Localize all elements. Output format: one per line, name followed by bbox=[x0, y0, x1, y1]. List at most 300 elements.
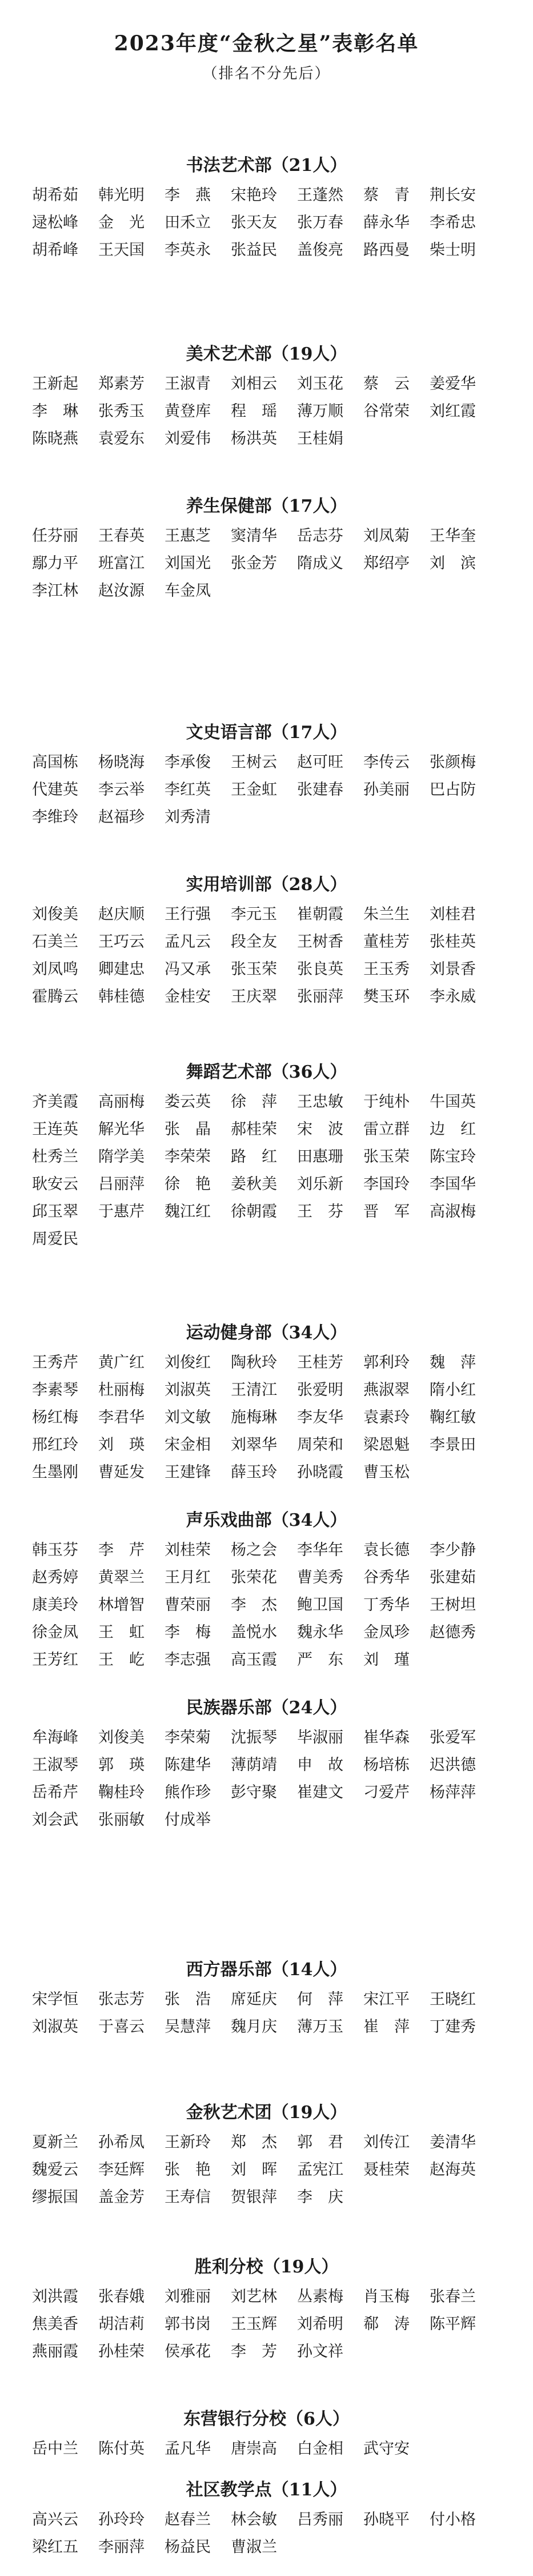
honoree-name: 张春娥 bbox=[98, 2288, 145, 2306]
section-title: 胜利分校（19人） bbox=[194, 2257, 339, 2277]
honoree-name: 杨洪英 bbox=[231, 430, 277, 448]
honoree-name: 袁素玲 bbox=[363, 1409, 410, 1426]
honoree-name: 陈建华 bbox=[165, 1756, 211, 1774]
section-12 bbox=[0, 2251, 533, 2366]
honoree-name: 姜爱华 bbox=[430, 375, 476, 393]
honoree-name: 盖俊亮 bbox=[297, 241, 343, 259]
honoree-name: 李志强 bbox=[165, 1651, 211, 1669]
honoree-name: 刘淑英 bbox=[32, 2018, 78, 2036]
honoree-name: 韩玉芬 bbox=[32, 1541, 78, 1559]
honoree-name: 曹延发 bbox=[98, 1464, 145, 1481]
honoree-name: 李华年 bbox=[297, 1541, 343, 1559]
name-list bbox=[0, 2129, 533, 2211]
honoree-name: 胡希峰 bbox=[32, 241, 78, 259]
honoree-name: 宋 波 bbox=[297, 1120, 343, 1138]
honoree-name: 缪振国 bbox=[32, 2188, 78, 2206]
honoree-name: 路 红 bbox=[231, 1148, 277, 1166]
honoree-name: 薄万顺 bbox=[297, 402, 343, 420]
honoree-name: 刘文敏 bbox=[165, 1409, 211, 1426]
honoree-name: 周爱民 bbox=[32, 1230, 78, 1248]
honoree-name: 王天国 bbox=[98, 241, 145, 259]
honoree-name: 崔建文 bbox=[297, 1784, 343, 1801]
honoree-name: 魏月庆 bbox=[231, 2018, 277, 2036]
name-row bbox=[32, 1807, 533, 1834]
name-row bbox=[32, 1377, 533, 1404]
honoree-name: 王 屹 bbox=[98, 1651, 145, 1669]
honoree-name: 王春英 bbox=[98, 527, 145, 545]
honoree-name: 徐 萍 bbox=[231, 1093, 277, 1111]
honoree-name: 姜清华 bbox=[430, 2134, 476, 2151]
honoree-name: 白金相 bbox=[297, 2440, 343, 2458]
honoree-name: 王忠敏 bbox=[297, 1093, 343, 1111]
honoree-name: 于纯朴 bbox=[363, 1093, 410, 1111]
honoree-name: 薛永华 bbox=[363, 214, 410, 232]
name-list bbox=[0, 1349, 533, 1486]
honoree-name: 王淑琴 bbox=[32, 1756, 78, 1774]
honoree-name: 魏 萍 bbox=[430, 1354, 476, 1371]
honoree-name: 刘国光 bbox=[165, 555, 211, 572]
name-list bbox=[0, 523, 533, 605]
honoree-name: 吴慧萍 bbox=[165, 2018, 211, 2036]
honoree-name: 刘桂荣 bbox=[165, 1541, 211, 1559]
section-14 bbox=[0, 2474, 533, 2561]
honoree-name: 宋金相 bbox=[165, 1436, 211, 1454]
honoree-name: 夏新兰 bbox=[32, 2134, 78, 2151]
honoree-name: 薄万玉 bbox=[297, 2018, 343, 2036]
name-row bbox=[32, 901, 533, 928]
honoree-name: 郭 瑛 bbox=[98, 1756, 145, 1774]
honoree-name: 李 芳 bbox=[231, 2343, 277, 2360]
honoree-name: 郝桂荣 bbox=[231, 1120, 277, 1138]
name-row bbox=[32, 1143, 533, 1171]
section-7 bbox=[0, 1317, 533, 1486]
honoree-name: 赵海英 bbox=[430, 2161, 476, 2179]
name-list bbox=[0, 2435, 533, 2463]
honoree-name: 曹玉松 bbox=[363, 1464, 410, 1481]
honoree-name: 程 瑶 bbox=[231, 402, 277, 420]
honoree-name: 陶秋玲 bbox=[231, 1354, 277, 1371]
honoree-name: 魏永华 bbox=[297, 1624, 343, 1641]
honoree-name: 杨萍萍 bbox=[430, 1784, 476, 1801]
name-list bbox=[0, 749, 533, 831]
honoree-name: 李丽萍 bbox=[98, 2538, 145, 2556]
honoree-name: 武守安 bbox=[363, 2440, 410, 2458]
honoree-name: 车金凤 bbox=[165, 582, 211, 600]
honoree-name: 岳希芹 bbox=[32, 1784, 78, 1801]
honoree-name: 赵庆顺 bbox=[98, 906, 145, 923]
honoree-name: 王寿信 bbox=[165, 2188, 211, 2206]
honoree-name: 张丽敏 bbox=[98, 1811, 145, 1829]
honoree-name: 迟洪德 bbox=[430, 1756, 476, 1774]
honoree-name: 丛素梅 bbox=[297, 2288, 343, 2306]
honoree-name: 聂桂荣 bbox=[363, 2161, 410, 2179]
honoree-name: 牛国英 bbox=[430, 1093, 476, 1111]
section-6 bbox=[0, 1056, 533, 1253]
honoree-name: 逯松峰 bbox=[32, 214, 78, 232]
section-title: 舞蹈艺术部（36人） bbox=[186, 1062, 347, 1082]
honoree-name: 宋学恒 bbox=[32, 1991, 78, 2008]
honoree-name: 刘会武 bbox=[32, 1811, 78, 1829]
name-row bbox=[32, 2311, 533, 2338]
honoree-name: 岳志芬 bbox=[297, 527, 343, 545]
honoree-name: 施梅琳 bbox=[231, 1409, 277, 1426]
honoree-name: 陈宝玲 bbox=[430, 1148, 476, 1166]
honoree-name: 刘 晖 bbox=[231, 2161, 277, 2179]
honoree-name: 王月红 bbox=[165, 1569, 211, 1586]
honoree-name: 李 琳 bbox=[32, 402, 78, 420]
honoree-name: 张 艳 bbox=[165, 2161, 211, 2179]
honoree-name: 田惠珊 bbox=[297, 1148, 343, 1166]
name-list bbox=[0, 2283, 533, 2366]
name-list bbox=[0, 182, 533, 264]
honoree-name: 黄登库 bbox=[165, 402, 211, 420]
honoree-name: 郭利玲 bbox=[363, 1354, 410, 1371]
honoree-name: 娄云英 bbox=[165, 1093, 211, 1111]
name-row bbox=[32, 2184, 533, 2211]
honoree-name: 张天友 bbox=[231, 214, 277, 232]
section-1 bbox=[0, 150, 533, 264]
name-list bbox=[0, 1088, 533, 1253]
honoree-name: 梁红五 bbox=[32, 2538, 78, 2556]
honoree-name: 高玉霞 bbox=[231, 1651, 277, 1669]
honoree-name: 张金芳 bbox=[231, 555, 277, 572]
honoree-name: 曹淑兰 bbox=[231, 2538, 277, 2556]
name-row bbox=[32, 1459, 533, 1486]
honoree-name: 申 故 bbox=[297, 1756, 343, 1774]
name-row bbox=[32, 1986, 533, 2013]
section-title: 声乐戏曲部（34人） bbox=[186, 1510, 347, 1530]
name-row bbox=[32, 370, 533, 398]
honoree-name: 张桂英 bbox=[430, 933, 476, 951]
honoree-name: 刘秀清 bbox=[165, 808, 211, 826]
honoree-name: 高国栋 bbox=[32, 753, 78, 771]
name-row bbox=[32, 1198, 533, 1226]
honoree-name: 梁恩魁 bbox=[363, 1436, 410, 1454]
honoree-name: 付小格 bbox=[430, 2511, 476, 2529]
section-title: 金秋艺术团（19人） bbox=[186, 2103, 347, 2123]
honoree-name: 丁秀华 bbox=[363, 1596, 410, 1614]
honoree-name: 晋 军 bbox=[363, 1203, 410, 1221]
honoree-name: 刘爱伟 bbox=[165, 430, 211, 448]
honoree-name: 李云举 bbox=[98, 781, 145, 799]
section-title: 社区教学点（11人） bbox=[186, 2480, 347, 2500]
honoree-name: 鞠红敏 bbox=[430, 1409, 476, 1426]
honoree-name: 边 红 bbox=[430, 1120, 476, 1138]
honoree-name: 刘景香 bbox=[430, 960, 476, 978]
honoree-name: 刘雅丽 bbox=[165, 2288, 211, 2306]
honoree-name: 韩光明 bbox=[98, 186, 145, 204]
honoree-name: 刘凤鸣 bbox=[32, 960, 78, 978]
honoree-name: 荆长安 bbox=[430, 186, 476, 204]
page-subtitle: （排名不分先后） bbox=[202, 65, 331, 82]
honoree-name: 林会敏 bbox=[231, 2511, 277, 2529]
honoree-name: 高淑梅 bbox=[430, 1203, 476, 1221]
honoree-name: 李 燕 bbox=[165, 186, 211, 204]
name-row bbox=[32, 2338, 533, 2366]
honoree-name: 董桂芳 bbox=[363, 933, 410, 951]
honoree-name: 郑绍亭 bbox=[363, 555, 410, 572]
honoree-name: 张 晶 bbox=[165, 1120, 211, 1138]
name-row bbox=[32, 550, 533, 577]
honoree-name: 王新起 bbox=[32, 375, 78, 393]
honoree-name: 王连英 bbox=[32, 1120, 78, 1138]
honoree-name: 蔡 青 bbox=[363, 186, 410, 204]
name-row bbox=[32, 2506, 533, 2534]
honoree-name: 王华奎 bbox=[430, 527, 476, 545]
honoree-name: 侯承花 bbox=[165, 2343, 211, 2360]
honoree-name: 宋艳玲 bbox=[231, 186, 277, 204]
honoree-name: 贺银萍 bbox=[231, 2188, 277, 2206]
honoree-name: 崔华森 bbox=[363, 1729, 410, 1746]
honoree-name: 陈平辉 bbox=[430, 2315, 476, 2333]
honoree-name: 隋小红 bbox=[430, 1381, 476, 1399]
honoree-name: 刘艺林 bbox=[231, 2288, 277, 2306]
honoree-name: 崔 萍 bbox=[363, 2018, 410, 2036]
honoree-name: 熊作珍 bbox=[165, 1784, 211, 1801]
honoree-name: 王行强 bbox=[165, 906, 211, 923]
honoree-name: 孟宪江 bbox=[297, 2161, 343, 2179]
honoree-name: 刘相云 bbox=[231, 375, 277, 393]
honoree-name: 高兴云 bbox=[32, 2511, 78, 2529]
honoree-name: 金桂安 bbox=[165, 988, 211, 1006]
section-9 bbox=[0, 1692, 533, 1834]
honoree-name: 袁长德 bbox=[363, 1541, 410, 1559]
name-row bbox=[32, 2534, 533, 2561]
honoree-name: 李 庆 bbox=[297, 2188, 343, 2206]
honoree-name: 于喜云 bbox=[98, 2018, 145, 2036]
name-list bbox=[0, 370, 533, 453]
honoree-name: 焦美香 bbox=[32, 2315, 78, 2333]
honoree-name: 郗 涛 bbox=[363, 2315, 410, 2333]
honoree-name: 卿建忠 bbox=[98, 960, 145, 978]
name-row bbox=[32, 776, 533, 804]
honoree-name: 郭书岗 bbox=[165, 2315, 211, 2333]
honoree-name: 李 杰 bbox=[231, 1596, 277, 1614]
honoree-name: 柴士明 bbox=[430, 241, 476, 259]
honoree-name: 班富江 bbox=[98, 555, 145, 572]
section-title: 美术艺术部（19人） bbox=[186, 344, 347, 364]
honoree-name: 何 萍 bbox=[297, 1991, 343, 2008]
honoree-name: 孙晓霞 bbox=[297, 1464, 343, 1481]
name-row bbox=[32, 1564, 533, 1592]
name-row bbox=[32, 749, 533, 776]
section-3 bbox=[0, 491, 533, 605]
honoree-name: 王树香 bbox=[297, 933, 343, 951]
honoree-name: 谷秀华 bbox=[363, 1569, 410, 1586]
honoree-name: 杨益民 bbox=[165, 2538, 211, 2556]
honoree-name: 徐金凤 bbox=[32, 1624, 78, 1641]
honoree-name: 黄广红 bbox=[98, 1354, 145, 1371]
honoree-name: 薛玉玲 bbox=[231, 1464, 277, 1481]
honoree-name: 张 浩 bbox=[165, 1991, 211, 2008]
honoree-name: 齐美霞 bbox=[32, 1093, 78, 1111]
honoree-name: 隋成义 bbox=[297, 555, 343, 572]
honoree-name: 谷常荣 bbox=[363, 402, 410, 420]
honoree-name: 李君华 bbox=[98, 1409, 145, 1426]
honoree-name: 赵春兰 bbox=[165, 2511, 211, 2529]
name-row bbox=[32, 1349, 533, 1377]
honoree-name: 王 虹 bbox=[98, 1624, 145, 1641]
honoree-name: 王金虹 bbox=[231, 781, 277, 799]
honoree-name: 刘俊美 bbox=[98, 1729, 145, 1746]
name-row bbox=[32, 398, 533, 425]
honoree-name: 杜丽梅 bbox=[98, 1381, 145, 1399]
section-8 bbox=[0, 1505, 533, 1674]
honoree-name: 李少静 bbox=[430, 1541, 476, 1559]
honoree-name: 王 芬 bbox=[297, 1203, 343, 1221]
honoree-name: 赵德秀 bbox=[430, 1624, 476, 1641]
honoree-name: 王树坦 bbox=[430, 1596, 476, 1614]
honoree-name: 路西曼 bbox=[363, 241, 410, 259]
honoree-name: 王清江 bbox=[231, 1381, 277, 1399]
honoree-name: 赵秀婷 bbox=[32, 1569, 78, 1586]
name-row bbox=[32, 425, 533, 453]
honoree-name: 王新玲 bbox=[165, 2134, 211, 2151]
honoree-name: 席延庆 bbox=[231, 1991, 277, 2008]
name-row bbox=[32, 1752, 533, 1779]
honoree-name: 孙美丽 bbox=[363, 781, 410, 799]
honoree-name: 刘乐新 bbox=[297, 1175, 343, 1193]
honoree-name: 王树云 bbox=[231, 753, 277, 771]
honoree-name: 徐 艳 bbox=[165, 1175, 211, 1193]
honoree-name: 李景田 bbox=[430, 1436, 476, 1454]
honoree-name: 胡洁莉 bbox=[98, 2315, 145, 2333]
honoree-name: 郑素芳 bbox=[98, 375, 145, 393]
name-row bbox=[32, 1404, 533, 1431]
name-row bbox=[32, 2435, 533, 2463]
section-11 bbox=[0, 2097, 533, 2211]
honoree-name: 金凤珍 bbox=[363, 1624, 410, 1641]
honoree-name: 刘 瑾 bbox=[363, 1651, 410, 1669]
honoree-name: 王建锋 bbox=[165, 1464, 211, 1481]
name-row bbox=[32, 983, 533, 1011]
honoree-name: 李友华 bbox=[297, 1409, 343, 1426]
honoree-name: 孟凡华 bbox=[165, 2440, 211, 2458]
honoree-name: 王秀芹 bbox=[32, 1354, 78, 1371]
honoree-name: 耿安云 bbox=[32, 1175, 78, 1193]
name-row bbox=[32, 2283, 533, 2311]
honoree-name: 刘俊红 bbox=[165, 1354, 211, 1371]
honoree-name: 石美兰 bbox=[32, 933, 78, 951]
honoree-name: 赵可旺 bbox=[297, 753, 343, 771]
name-row bbox=[32, 928, 533, 956]
honoree-name: 刘洪霞 bbox=[32, 2288, 78, 2306]
honoree-name: 杨培栋 bbox=[363, 1756, 410, 1774]
honoree-name: 鞠桂玲 bbox=[98, 1784, 145, 1801]
honoree-name: 孙桂荣 bbox=[98, 2343, 145, 2360]
section-title: 实用培训部（28人） bbox=[186, 875, 347, 895]
honoree-name: 燕淑翠 bbox=[363, 1381, 410, 1399]
name-row bbox=[32, 182, 533, 209]
honoree-name: 李国玲 bbox=[363, 1175, 410, 1193]
name-row bbox=[32, 237, 533, 264]
name-row bbox=[32, 1431, 533, 1459]
honoree-name: 巴占防 bbox=[430, 781, 476, 799]
honoree-name: 张爱军 bbox=[430, 1729, 476, 1746]
honoree-name: 王淑青 bbox=[165, 375, 211, 393]
name-row bbox=[32, 577, 533, 605]
honoree-name: 于惠芹 bbox=[98, 1203, 145, 1221]
honoree-name: 杨晓海 bbox=[98, 753, 145, 771]
page-title: 2023年度“金秋之星”表彰名单 bbox=[114, 31, 419, 55]
honoree-name: 朱兰生 bbox=[363, 906, 410, 923]
honoree-name: 盖悦水 bbox=[231, 1624, 277, 1641]
honoree-name: 霍腾云 bbox=[32, 988, 78, 1006]
honoree-name: 王芳红 bbox=[32, 1651, 78, 1669]
honoree-name: 彭守聚 bbox=[231, 1784, 277, 1801]
honoree-name: 吕丽萍 bbox=[98, 1175, 145, 1193]
honoree-name: 徐朝霞 bbox=[231, 1203, 277, 1221]
honoree-name: 刘希明 bbox=[297, 2315, 343, 2333]
honoree-name: 牟海峰 bbox=[32, 1729, 78, 1746]
honoree-name: 张良英 bbox=[297, 960, 343, 978]
honoree-name: 肖玉梅 bbox=[363, 2288, 410, 2306]
honoree-name: 崔朝霞 bbox=[297, 906, 343, 923]
honoree-name: 曹荣丽 bbox=[165, 1596, 211, 1614]
honoree-name: 李荣菊 bbox=[165, 1729, 211, 1746]
honoree-name: 李承俊 bbox=[165, 753, 211, 771]
honoree-name: 王巧云 bbox=[98, 933, 145, 951]
section-13 bbox=[0, 2403, 533, 2463]
honoree-name: 刘翠华 bbox=[231, 1436, 277, 1454]
honoree-name: 邢红玲 bbox=[32, 1436, 78, 1454]
honoree-name: 宋江平 bbox=[363, 1991, 410, 2008]
honoree-name: 张建茹 bbox=[430, 1569, 476, 1586]
honoree-name: 刘玉花 bbox=[297, 375, 343, 393]
honoree-name: 生墨刚 bbox=[32, 1464, 78, 1481]
honoree-name: 王桂芳 bbox=[297, 1354, 343, 1371]
name-row bbox=[32, 2156, 533, 2184]
name-row bbox=[32, 1171, 533, 1198]
name-row bbox=[32, 2013, 533, 2041]
honoree-name: 李国华 bbox=[430, 1175, 476, 1193]
honoree-name: 严 东 bbox=[297, 1651, 343, 1669]
honoree-name: 刘俊美 bbox=[32, 906, 78, 923]
honoree-name: 郑 杰 bbox=[231, 2134, 277, 2151]
honoree-name: 李红英 bbox=[165, 781, 211, 799]
honoree-name: 刘桂君 bbox=[430, 906, 476, 923]
honoree-name: 冯又承 bbox=[165, 960, 211, 978]
honoree-name: 李荣荣 bbox=[165, 1148, 211, 1166]
section-title: 民族器乐部（24人） bbox=[186, 1698, 347, 1718]
honoree-name: 魏爱云 bbox=[32, 2161, 78, 2179]
honoree-name: 刘凤菊 bbox=[363, 527, 410, 545]
section-title: 东营银行分校（6人） bbox=[183, 2409, 350, 2429]
honoree-name: 孟凡云 bbox=[165, 933, 211, 951]
honoree-name: 刘 瑛 bbox=[98, 1436, 145, 1454]
honoree-name: 张玉荣 bbox=[231, 960, 277, 978]
name-row bbox=[32, 1226, 533, 1253]
honoree-name: 张春兰 bbox=[430, 2288, 476, 2306]
name-row bbox=[32, 1537, 533, 1564]
honoree-name: 魏江红 bbox=[165, 1203, 211, 1221]
honoree-name: 李廷辉 bbox=[98, 2161, 145, 2179]
honoree-name: 姜秋美 bbox=[231, 1175, 277, 1193]
honoree-name: 王玉辉 bbox=[231, 2315, 277, 2333]
honoree-name: 窦清华 bbox=[231, 527, 277, 545]
honoree-name: 林增智 bbox=[98, 1596, 145, 1614]
honoree-name: 薄荫靖 bbox=[231, 1756, 277, 1774]
honoree-name: 张万春 bbox=[297, 214, 343, 232]
honoree-name: 张爱明 bbox=[297, 1381, 343, 1399]
honoree-name: 金 光 bbox=[98, 214, 145, 232]
name-list bbox=[0, 901, 533, 1011]
honoree-name: 张玉荣 bbox=[363, 1148, 410, 1166]
name-row bbox=[32, 1619, 533, 1646]
honoree-name: 燕丽霞 bbox=[32, 2343, 78, 2360]
section-title: 养生保健部（17人） bbox=[186, 496, 347, 516]
honoree-name: 李希忠 bbox=[430, 214, 476, 232]
